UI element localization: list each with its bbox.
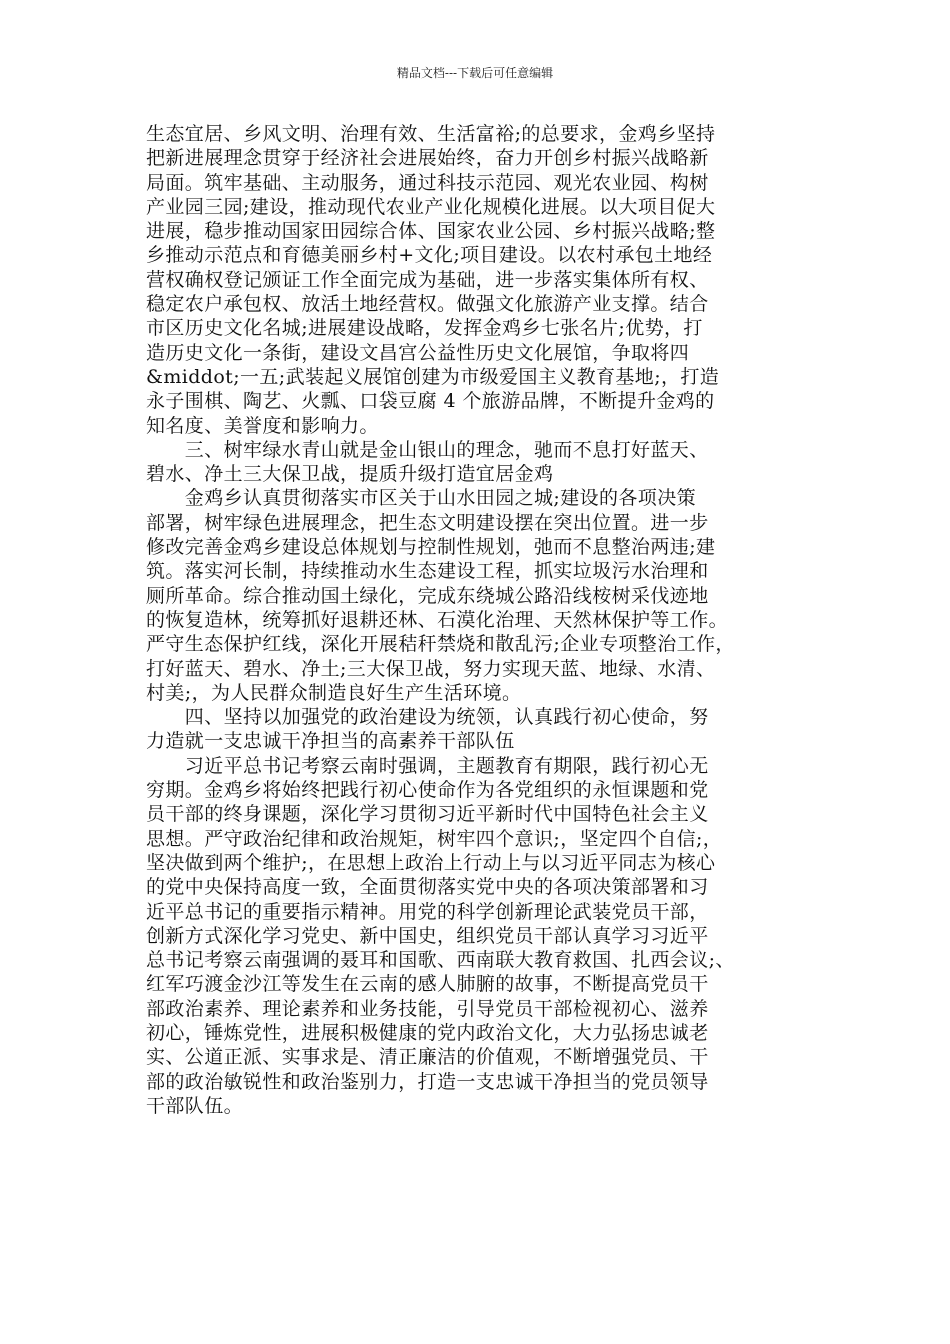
text-line: 乡推动示范点和育德美丽乡村+文化;项目建设。以农村承包土地经 bbox=[146, 244, 713, 267]
document-body bbox=[146, 122, 806, 1118]
text-line: 局面。筑牢基础、主动服务，通过科技示范园、观光农业园、构树 bbox=[146, 171, 709, 194]
text-line: 严守生态保护红线，深化开展秸秆禁烧和散乱污;企业专项整治工作， bbox=[146, 633, 735, 656]
text-line: 进展，稳步推动国家田园综合体、国家农业公园、乡村振兴战略;整 bbox=[146, 220, 716, 243]
text-line: 永子围棋、陶艺、火瓢、口袋豆腐 4 个旅游品牌，不断提升金鸡的 bbox=[146, 390, 715, 413]
text-line: 实、公道正派、实事求是、清正廉洁的价值观，不断增强党员、干 bbox=[146, 1046, 709, 1069]
text-line: 部署，树牢绿色进展理念，把生态文明建设摆在突出位置。进一步 bbox=[146, 511, 709, 534]
section-heading-line: 四、坚持以加强党的政治建设为统领，认真践行初心使命，努 bbox=[146, 706, 709, 729]
text-line: 的恢复造林，统筹抓好退耕还林、石漠化治理、天然林保护等工作。 bbox=[146, 608, 729, 631]
text-line: 金鸡乡认真贯彻落实市区关于山水田园之城;建设的各项决策 bbox=[146, 487, 697, 510]
text-line: 市区历史文化名城;进展建设战略，发挥金鸡乡七张名片;优势，打 bbox=[146, 317, 703, 340]
text-line: 部政治素养、理论素养和业务技能，引导党员干部检视初心、滋养 bbox=[146, 997, 709, 1020]
text-line: 总书记考察云南强调的聂耳和国歌、西南联大教育救国、扎西会议;、 bbox=[146, 949, 735, 972]
text-line: 穷期。金鸡乡将始终把践行初心使命作为各党组织的永恒课题和党 bbox=[146, 779, 709, 802]
page-header: 精品文档---下载后可任意编辑 bbox=[396, 66, 554, 80]
text-line: 稳定农户承包权、放活土地经营权。做强文化旅游产业支撑。结合 bbox=[146, 293, 709, 316]
text-line: 修改完善金鸡乡建设总体规划与控制性规划，弛而不息整治两违;建 bbox=[146, 536, 716, 559]
section-heading-line: 力造就一支忠诚干净担当的高素养干部队伍 bbox=[146, 730, 515, 753]
text-line: 造历史文化一条街，建设文昌宫公益性历史文化展馆，争取将四 bbox=[146, 341, 690, 364]
text-line: 的党中央保持高度一致，全面贯彻落实党中央的各项决策部署和习 bbox=[146, 876, 709, 899]
text-line: 村美;，为人民群众制造良好生产生活环境。 bbox=[146, 681, 522, 704]
section-heading-line: 碧水、净土三大保卫战，提质升级打造宜居金鸡 bbox=[146, 463, 554, 486]
text-line: 创新方式深化学习党史、新中国史，组织党员干部认真学习习近平 bbox=[146, 924, 709, 947]
text-line: 产业园三园;建设，推动现代农业产业化规模化进展。以大项目促大 bbox=[146, 195, 716, 218]
text-line: 筑。落实河长制，持续推动水生态建设工程，抓实垃圾污水治理和 bbox=[146, 560, 709, 583]
text-line: 坚决做到两个维护;，在思想上政治上行动上与以习近平同志为核心 bbox=[146, 851, 716, 874]
text-line: 生态宜居、乡风文明、治理有效、生活富裕;的总要求，金鸡乡坚持 bbox=[146, 123, 716, 145]
text-line: 员干部的终身课题，深化学习贯彻习近平新时代中国特色社会主义 bbox=[146, 803, 709, 826]
text-line: 初心，锤炼党性，进展积极健康的党内政治文化，大力弘扬忠诚老 bbox=[146, 1021, 709, 1044]
text-line: 厕所革命。综合推动国土绿化，完成东绕城公路沿线桉树采伐迹地 bbox=[146, 584, 709, 607]
text-line: 把新进展理念贯穿于经济社会进展始终，奋力开创乡村振兴战略新 bbox=[146, 147, 709, 170]
section-heading-line: 三、树牢绿水青山就是金山银山的理念，驰而不息打好蓝天、 bbox=[146, 438, 709, 461]
text-line: 近平总书记的重要指示精神。用党的科学创新理论武装党员干部， bbox=[146, 900, 709, 923]
text-line: 营权确权登记颁证工作全面完成为基础，进一步落实集体所有权、 bbox=[146, 268, 709, 291]
text-line: &middot;一五;武装起义展馆创建为市级爱国主义教育基地;，打造 bbox=[146, 365, 720, 388]
text-line: 习近平总书记考察云南时强调，主题教育有期限，践行初心无 bbox=[146, 754, 709, 777]
text-line: 思想。严守政治纪律和政治规矩，树牢四个意识;，坚定四个自信;， bbox=[146, 827, 723, 850]
text-line: 知名度、美誉度和影响力。 bbox=[146, 414, 379, 437]
text-line: 干部队伍。 bbox=[146, 1094, 244, 1117]
text-line: 部的政治敏锐性和政治鉴别力，打造一支忠诚干净担当的党员领导 bbox=[146, 1070, 709, 1093]
text-line: 红军巧渡金沙江等发生在云南的感人肺腑的故事，不断提高党员干 bbox=[146, 973, 709, 996]
text-line: 打好蓝天、碧水、净土;三大保卫战，努力实现天蓝、地绿、水清、 bbox=[146, 657, 716, 680]
